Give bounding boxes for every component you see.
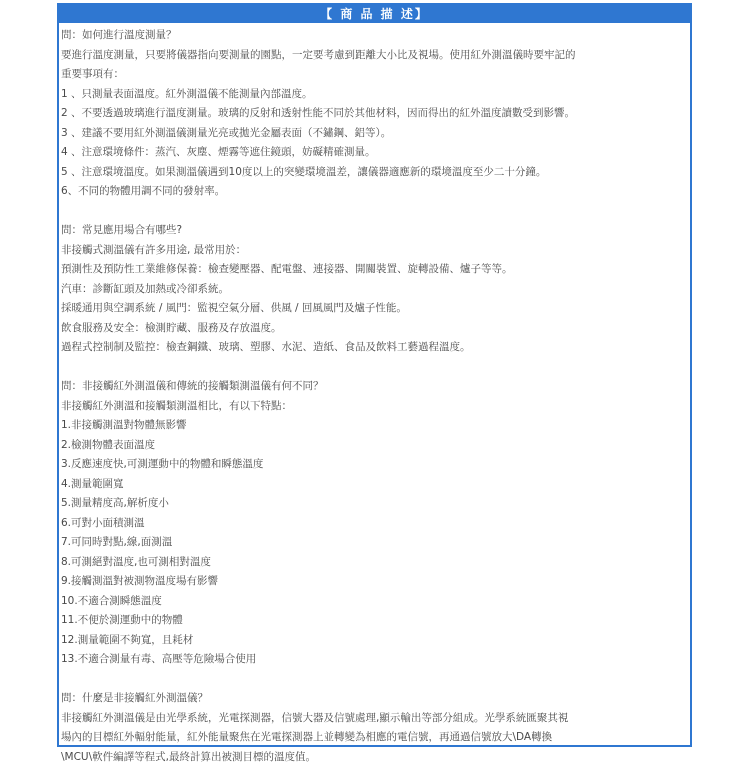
qa-section (61, 221, 688, 358)
description-content (59, 23, 690, 767)
text-line: 採暖通用與空調系統 / 風門：監視空氣分層、供風 / 回風風門及爐子性能。 (61, 299, 688, 319)
text-line: 9.接觸測溫對被測物溫度場有影響 (61, 572, 688, 592)
text-line: 11.不便於測運動中的物體 (61, 611, 688, 631)
qa-section (61, 26, 688, 202)
text-line: 預測性及預防性工業維修保養：檢查變壓器、配電盤、連接器、開關裝置、旋轉設備、爐子等等。 (61, 260, 688, 280)
text-line: 非接觸紅外測溫和接觸類測溫相比，有以下特點： (61, 397, 688, 417)
question-heading: 問：常見應用場合有哪些? (61, 221, 688, 241)
text-line: 6、不同的物體用調不同的發射率。 (61, 182, 688, 202)
text-line: 3.反應速度快,可測運動中的物體和瞬態溫度 (61, 455, 688, 475)
text-line: 重要事項有： (61, 65, 688, 85)
question-heading: 問：非接觸紅外測溫儀和傳統的接觸類測溫儀有何不同？ (61, 377, 688, 397)
text-line: 8.可測絕對溫度,也可測相對溫度 (61, 553, 688, 573)
text-line: 13.不適合測量有毒、高壓等危險場合使用 (61, 650, 688, 670)
text-line: 要進行溫度測量，只要將儀器指向要測量的園點，一定要考慮到距離大小比及視場。使用紅外測溫儀時要牢記的 (61, 46, 688, 66)
text-line: 汽車：診斷缸頭及加熱或冷卻系統。 (61, 280, 688, 300)
qa-section (61, 689, 688, 767)
text-line: 12.測量範圍不夠寬，且耗材 (61, 631, 688, 651)
text-line: 5.測量精度高,解析度小 (61, 494, 688, 514)
qa-section (61, 377, 688, 670)
text-line: 場內的目標紅外輻射能量，紅外能量聚焦在光電探測器上並轉變為相應的電信號，再通過信號放大\DA轉換 (61, 728, 688, 748)
section-header: 【 商 品 描 述】 (59, 5, 690, 23)
text-line: 非接觸紅外測溫儀是由光學系統，光電探測器，信號大器及信號處理,顯示輸出等部分組成。光學系統匯聚其視 (61, 709, 688, 729)
text-line: 2 、不要透過玻璃進行溫度測量。玻璃的反射和透射性能不同於其他材料，因而得出的紅外溫度讀數受到影響。 (61, 104, 688, 124)
question-heading: 問：如何進行溫度測量？ (61, 26, 688, 46)
text-line: 4.測量範圍寬 (61, 475, 688, 495)
text-line: 1 、只測量表面溫度。紅外測溫儀不能測量內部溫度。 (61, 85, 688, 105)
text-line: 3 、建議不要用紅外測溫儀測量光亮或拋光金屬表面（不鏽鋼、鋁等）。 (61, 124, 688, 144)
text-line: 7.可同時對點,線,面測溫 (61, 533, 688, 553)
text-line: 6.可對小面積測溫 (61, 514, 688, 534)
text-line: 飲食服務及安全：檢測貯藏、服務及存放溫度。 (61, 319, 688, 339)
question-heading: 問：什麼是非接觸紅外測溫儀？ (61, 689, 688, 709)
text-line: 4 、注意環境條件：蒸汽、灰塵、煙霧等遮住鏡頭，妨礙精確測量。 (61, 143, 688, 163)
text-line: 過程式控制制及監控：檢查鋼鐵、玻璃、塑膠、水泥、造紙、食品及飲料工藝過程溫度。 (61, 338, 688, 358)
text-line: 10.不適合測瞬態溫度 (61, 592, 688, 612)
text-line: 1.非接觸測溫對物體無影響 (61, 416, 688, 436)
product-description-panel (57, 3, 692, 747)
text-line: 2.檢測物體表面溫度 (61, 436, 688, 456)
text-line: 5 、注意環境溫度。如果測溫儀遇到10度以上的突變環境溫差，讓儀器適應新的環境溫度至少二十分鐘。 (61, 163, 688, 183)
text-line: 非接觸式測溫儀有許多用途, 最常用於： (61, 241, 688, 261)
text-line: \MCU\軟件編譯等程式,最終計算出被測目標的溫度值。 (61, 748, 688, 767)
